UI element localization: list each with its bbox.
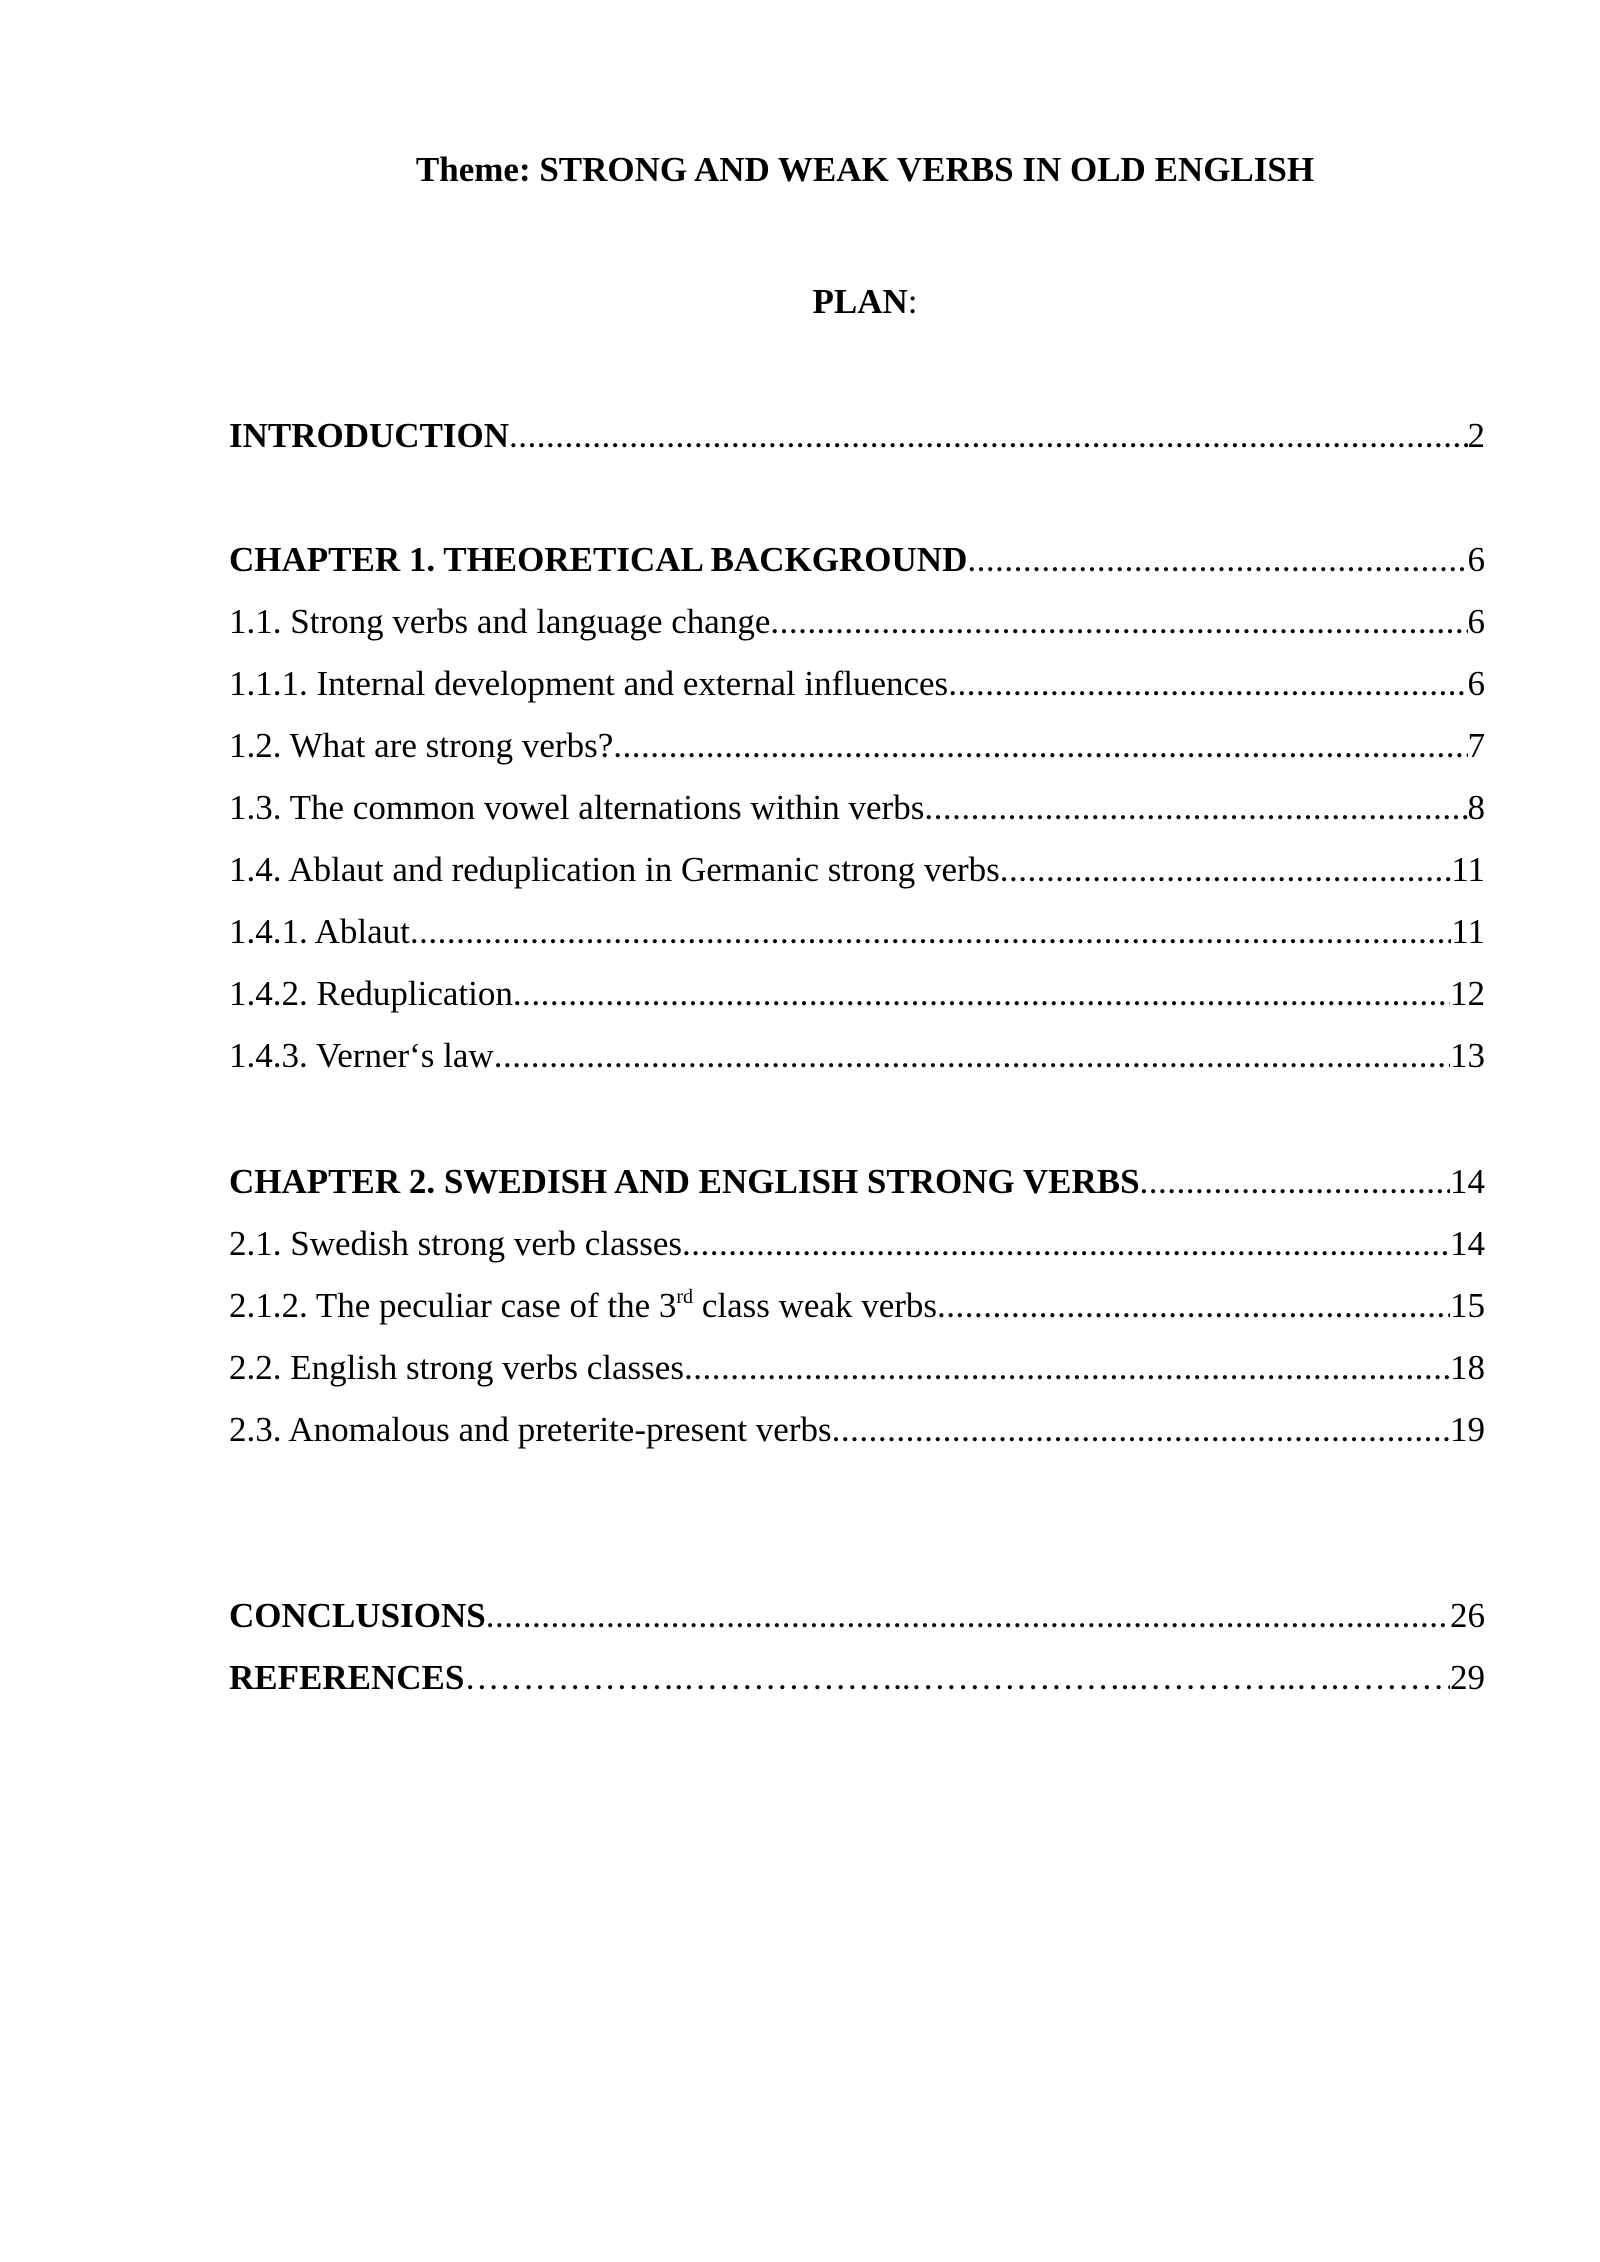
toc-entry-title: 1.4.3. Verner‘s law <box>229 1036 494 1075</box>
toc-entry-title: 1.1. Strong verbs and language change <box>229 602 771 641</box>
toc-entry-page: 11 <box>1451 850 1485 889</box>
toc-entry-1-1 <box>229 602 1485 642</box>
toc-entry-page: 6 <box>1467 664 1485 703</box>
toc-entry-2-3 <box>229 1410 1485 1450</box>
plan-label: PLAN <box>812 282 908 321</box>
toc-entry-chapter-2 <box>229 1162 1485 1202</box>
toc-entry-2-1-2 <box>229 1286 1485 1326</box>
toc-leader-dots <box>513 974 1450 1014</box>
toc-entry-page: 7 <box>1467 726 1485 765</box>
toc-entry-page: 29 <box>1450 1658 1485 1697</box>
toc-leader-dots <box>1000 850 1452 890</box>
plan-heading <box>0 284 1600 319</box>
toc-entry-references <box>229 1658 1485 1698</box>
toc-leader-dots <box>684 1348 1450 1388</box>
toc-entry-title: 1.2. What are strong verbs? <box>229 726 614 765</box>
toc-entry-1-1-1 <box>229 664 1485 704</box>
toc-entry-page: 14 <box>1450 1224 1485 1263</box>
toc-leader-dots <box>948 664 1467 704</box>
toc-entry-title: 2.2. English strong verbs classes <box>229 1348 684 1387</box>
toc-leader-dots <box>464 1658 1450 1698</box>
toc-leader-dots <box>967 540 1467 580</box>
toc-entry-page: 14 <box>1450 1162 1485 1201</box>
toc-leader-dots <box>682 1224 1450 1264</box>
toc-entry-title: 2.1. Swedish strong verb classes <box>229 1224 683 1263</box>
toc-entry-introduction <box>229 416 1485 456</box>
toc-entry-2-2 <box>229 1348 1485 1388</box>
toc-leader-dots <box>613 726 1467 766</box>
toc-entry-title: 1.4.1. Ablaut <box>229 912 410 951</box>
toc-entry-title: CHAPTER 1. THEORETICAL BACKGROUND <box>229 540 968 579</box>
toc-leader-dots <box>832 1410 1450 1450</box>
toc-entry-2-1 <box>229 1224 1485 1264</box>
toc-entry-title: CONCLUSIONS <box>229 1596 486 1635</box>
plan-colon: : <box>907 282 918 321</box>
toc-entry-page: 6 <box>1467 602 1485 641</box>
toc-leader-dots <box>486 1596 1450 1636</box>
toc-entry-page: 18 <box>1450 1348 1485 1387</box>
toc-entry-page: 15 <box>1450 1286 1485 1325</box>
document-theme-title: Theme: STRONG AND WEAK VERBS IN OLD ENGLISH <box>415 150 1315 189</box>
toc-entry-1-2 <box>229 726 1485 766</box>
toc-entry-conclusions <box>229 1596 1485 1636</box>
toc-entry-page: 12 <box>1450 974 1485 1013</box>
toc-leader-dots <box>770 602 1467 642</box>
toc-entry-page: 2 <box>1467 416 1485 455</box>
toc-entry-1-4 <box>229 850 1485 890</box>
toc-entry-title: 1.4.2. Reduplication <box>229 974 513 1013</box>
toc-leader-dots <box>924 788 1467 828</box>
toc-entry-title: INTRODUCTION <box>229 416 510 455</box>
toc-leader-dots <box>494 1036 1450 1076</box>
toc-entry-title: 1.1.1. Internal development and external influences <box>229 664 949 703</box>
toc-entry-page: 13 <box>1450 1036 1485 1075</box>
toc-leader-dots <box>410 912 1451 952</box>
toc-entry-page: 19 <box>1450 1410 1485 1449</box>
toc-entry-page: 26 <box>1450 1596 1485 1635</box>
toc-entry-title-superscript: rd <box>676 1286 694 1308</box>
toc-entry-1-3 <box>229 788 1485 828</box>
toc-entry-title-part: class weak verbs <box>693 1286 938 1325</box>
toc-entry-title: REFERENCES <box>229 1658 465 1697</box>
toc-entry-page: 8 <box>1467 788 1485 827</box>
toc-entry-page: 11 <box>1451 912 1485 951</box>
toc-leader-dots <box>509 416 1467 456</box>
toc-entry-title: 1.4. Ablaut and reduplication in Germanic strong verbs <box>229 850 1000 889</box>
toc-leader-dots <box>937 1286 1450 1326</box>
toc-entry-title-part: 2.1.2. The peculiar case of the 3 <box>229 1286 677 1325</box>
toc-entry-title: CHAPTER 2. SWEDISH AND ENGLISH STRONG VERBS <box>229 1162 1140 1201</box>
toc-entry-chapter-1 <box>229 540 1485 580</box>
toc-entry-title <box>229 1286 937 1326</box>
toc-entry-1-4-3 <box>229 1036 1485 1076</box>
toc-entry-title: 2.3. Anomalous and preterite-present verbs <box>229 1410 832 1449</box>
toc-entry-page: 6 <box>1467 540 1485 579</box>
toc-entry-1-4-2 <box>229 974 1485 1014</box>
toc-entry-title: 1.3. The common vowel alternations within verbs <box>229 788 925 827</box>
toc-leader-dots <box>1140 1162 1450 1202</box>
toc-entry-1-4-1 <box>229 912 1485 952</box>
